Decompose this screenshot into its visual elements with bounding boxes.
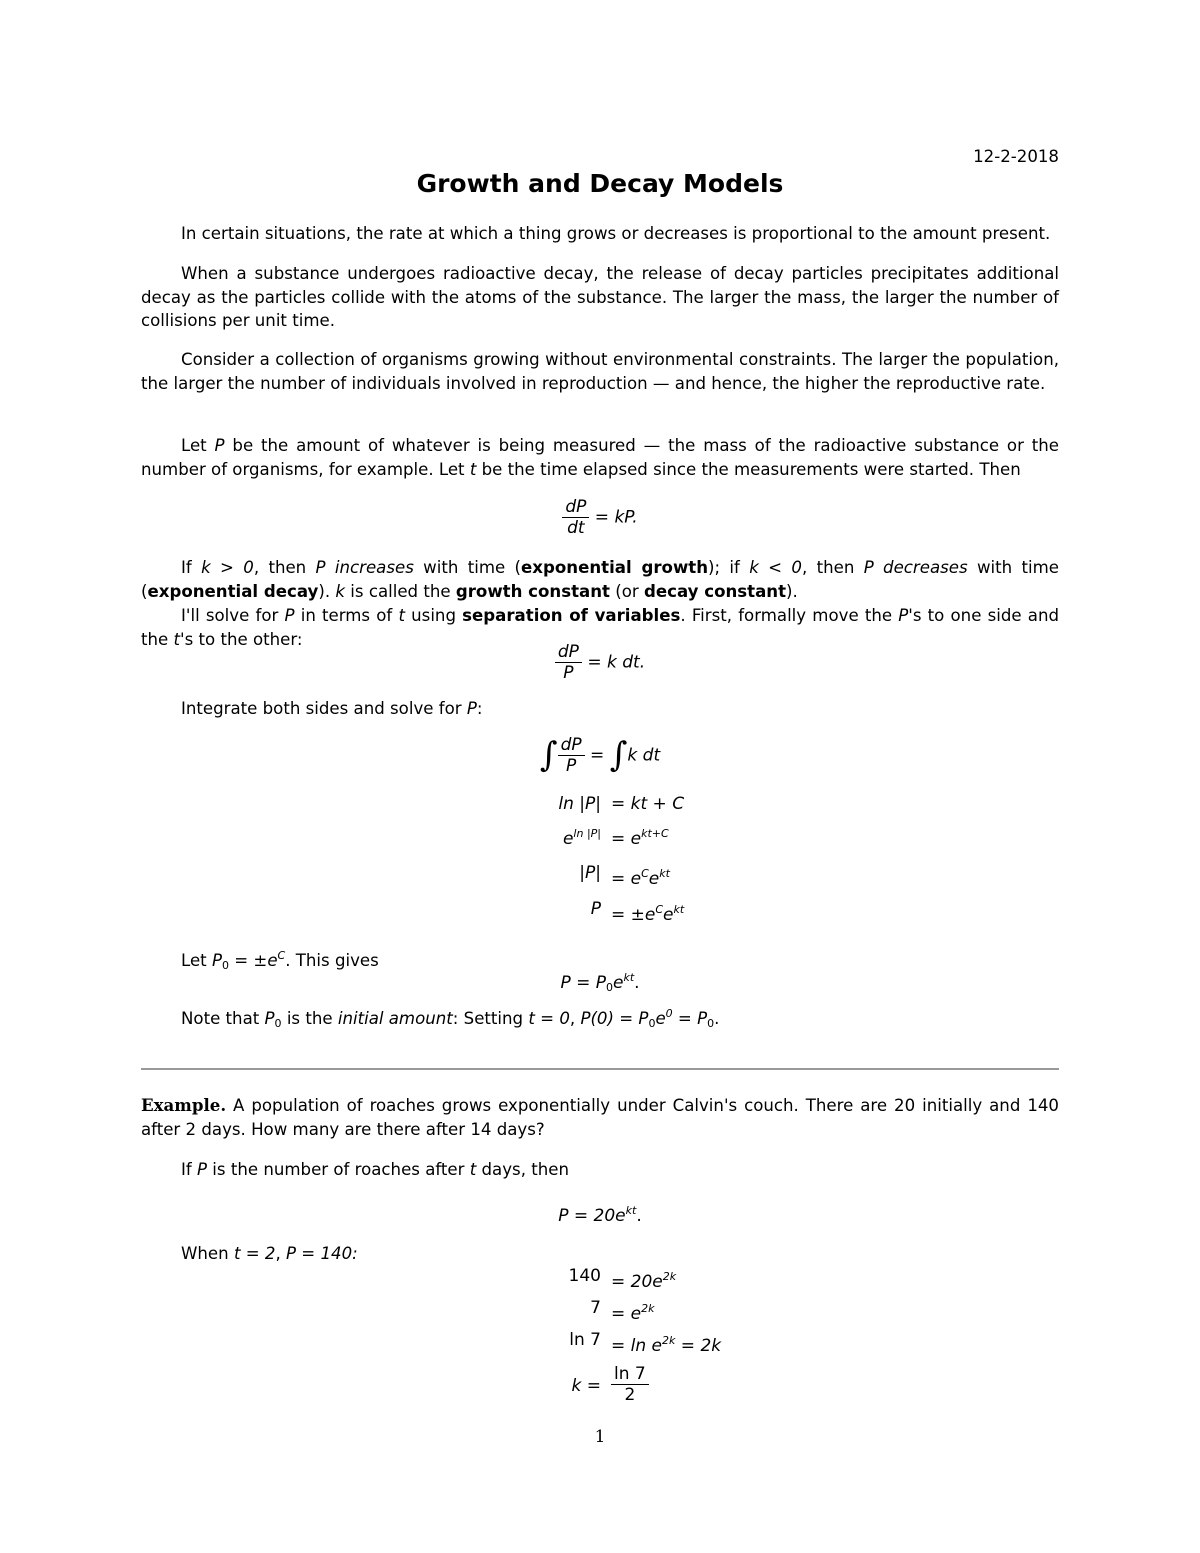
base-e: = ±e xyxy=(611,905,656,925)
var-p: P xyxy=(284,606,295,625)
paragraph-intro xyxy=(141,222,1059,246)
paragraph-radioactive xyxy=(141,262,1059,333)
fraction-numerator: ln 7 xyxy=(611,1364,649,1385)
text-run: ); if xyxy=(708,558,750,577)
paragraph-growth-decay xyxy=(141,556,1059,603)
equation-lhs: P xyxy=(590,899,601,919)
paragraph-text xyxy=(141,556,1059,603)
var-t: t xyxy=(469,459,477,479)
text-run: be the time elapsed since the measurements were started. Then xyxy=(476,459,1021,479)
paragraph-roaches xyxy=(141,1158,1059,1182)
text-run: 's to one side and the xyxy=(141,606,1059,649)
exponent: kt xyxy=(625,1204,637,1217)
equals-sign: = xyxy=(584,745,610,766)
var-p: P xyxy=(315,558,326,577)
text-run: days, then xyxy=(476,1160,569,1179)
integral-sign: ∫ xyxy=(539,734,558,775)
text-run: , xyxy=(275,1244,287,1263)
exponent: 2k xyxy=(662,1334,676,1347)
term-separation-of-variables: separation of variables xyxy=(462,606,681,625)
var-t: t xyxy=(398,606,405,625)
var-p: P xyxy=(863,558,874,577)
equation-ln7 xyxy=(141,1329,1059,1359)
subscript: 0 xyxy=(221,959,229,972)
text-run: with time ( xyxy=(413,558,522,577)
k-positive: k > 0 xyxy=(201,558,254,577)
base-e: e xyxy=(663,905,674,925)
paragraph-when-t2 xyxy=(141,1242,1059,1266)
exponent: ln |P| xyxy=(573,827,601,840)
text-run: be the amount of whatever is being measured — the mass of the radioactive substance or the number of organisms, for example. Let xyxy=(141,436,1059,479)
equation-rhs xyxy=(611,1265,1011,1295)
t-equals-zero: t = 0 xyxy=(528,1009,570,1028)
text-run: is called the xyxy=(345,581,456,601)
section-divider xyxy=(141,1068,1059,1070)
base-e: = e xyxy=(611,869,642,889)
exponent: kt xyxy=(623,971,635,984)
paragraph-text: When a substance undergoes radioactive decay, the release of decay particles precipitates additional decay as the particles collide with the atoms of the substance. The larger the mass, the larger the number of collisions per unit time. xyxy=(141,264,1059,330)
equation-lhs: 140 xyxy=(568,1266,601,1286)
term-growth-constant: growth constant xyxy=(455,581,610,601)
text-run: 's to the other: xyxy=(180,629,303,649)
text-run: , xyxy=(569,1009,581,1028)
example-statement xyxy=(141,1094,1059,1141)
base-e: = e xyxy=(611,1304,642,1324)
fraction-numerator: dP xyxy=(562,497,589,518)
equation-p-p0-ekt xyxy=(141,966,1059,1000)
paragraph-initial-amount xyxy=(141,1002,1059,1036)
text-run: in terms of xyxy=(294,606,399,625)
equation-abs-p xyxy=(141,862,1059,892)
fraction-denominator: P xyxy=(563,663,574,683)
text-run: ). xyxy=(318,581,336,601)
equation-rhs: = kt + C xyxy=(611,794,685,814)
var-t: t xyxy=(469,1160,477,1179)
equation-lhs: ln |P| xyxy=(558,794,601,814)
paragraph-text: In certain situations, the rate at which a thing grows or decreases is proportional to the amount present. xyxy=(181,224,1051,243)
base-e: e xyxy=(648,869,660,889)
rhs-tail: = 2k xyxy=(675,1336,722,1356)
equation-lhs: k = xyxy=(571,1376,601,1396)
fraction xyxy=(555,642,582,683)
var-p: P xyxy=(214,436,225,455)
paragraph-integrate xyxy=(141,697,1059,721)
example-label: Example. xyxy=(141,1095,227,1115)
paragraph-text xyxy=(141,1094,1059,1141)
paragraph-text xyxy=(141,1242,1059,1266)
fraction-denominator: dt xyxy=(567,518,585,538)
fraction-numerator: dP xyxy=(555,642,582,663)
fraction-numerator: dP xyxy=(558,735,585,756)
text-run: If xyxy=(181,1160,198,1179)
p0-result: = P xyxy=(672,1009,708,1028)
subscript: 0 xyxy=(274,1017,282,1030)
fraction xyxy=(611,1364,649,1405)
term-exponential-decay: exponential decay xyxy=(147,581,319,601)
text-run: is the xyxy=(281,1009,338,1028)
integral-sign: ∫ xyxy=(609,734,628,775)
p0-definition: = ±e xyxy=(228,951,278,970)
equation-rhs xyxy=(611,1364,1011,1405)
fraction xyxy=(562,497,589,538)
exponent: kt xyxy=(673,903,685,916)
equation-lhs: P = 20e xyxy=(558,1206,626,1226)
text-run: , then xyxy=(253,558,316,577)
text-run: Let xyxy=(181,951,212,970)
equation-lhs: P = P xyxy=(560,973,606,993)
page-number: 1 xyxy=(594,1427,606,1447)
exponent: 0 xyxy=(665,1007,673,1020)
equation-ln-abs-p xyxy=(141,793,1059,823)
base-e: = e xyxy=(611,829,642,849)
t-equals-two: t = 2 xyxy=(233,1244,276,1263)
equation-p-20ekt xyxy=(141,1199,1059,1229)
equation-rhs xyxy=(611,1329,1011,1359)
paragraph-text xyxy=(141,434,1059,481)
equation-dp-dt xyxy=(141,497,1059,538)
exponent: C xyxy=(277,949,286,962)
text-run: . First, formally move the xyxy=(680,606,899,625)
equation-integral xyxy=(141,735,1059,776)
text-run: , then xyxy=(801,558,864,577)
term-decay-constant: decay constant xyxy=(643,581,787,601)
paragraph-text xyxy=(141,1002,1059,1036)
exponent: kt xyxy=(659,867,670,880)
equation-p-plusminus xyxy=(141,898,1059,928)
var-p0: P xyxy=(264,1009,275,1028)
var-p0: P xyxy=(211,951,222,970)
emphasis-increases: increases xyxy=(334,558,414,577)
var-p: P xyxy=(898,606,909,625)
emphasis-decreases: decreases xyxy=(883,558,968,577)
text-run: . This gives xyxy=(285,951,379,970)
paragraph-text: Integrate both sides and solve for P: xyxy=(181,699,483,718)
var-t: t xyxy=(173,629,181,649)
text-run: When xyxy=(181,1244,234,1263)
fraction xyxy=(558,735,585,776)
page-title: Growth and Decay Models xyxy=(416,169,784,198)
equation-rhs xyxy=(611,822,1011,852)
text-run: A population of roaches grows exponentially under Calvin's couch. There are 20 initially and 140 after 2 days. How many are there after 14 days? xyxy=(141,1096,1059,1139)
text-run: is the number of roaches after xyxy=(207,1160,470,1179)
period: . xyxy=(714,1009,720,1028)
equation-rhs xyxy=(611,862,1011,892)
equation-rhs xyxy=(611,1297,1011,1327)
text-run: I'll solve for xyxy=(181,606,285,625)
text-run: (or xyxy=(609,581,644,601)
period: . xyxy=(636,1206,642,1226)
paragraph-let-p xyxy=(141,434,1059,481)
subscript: 0 xyxy=(606,981,613,994)
var-p: P xyxy=(466,699,477,718)
subscript: 0 xyxy=(648,1017,656,1030)
text-run: : Setting xyxy=(452,1009,529,1028)
equation-rhs xyxy=(611,898,1011,928)
base-e: e xyxy=(613,973,624,993)
text-run: using xyxy=(404,606,463,625)
subscript: 0 xyxy=(707,1017,715,1030)
var-k: k xyxy=(335,581,346,601)
equation-lhs: 7 xyxy=(590,1298,601,1318)
base-e: = ln e xyxy=(611,1336,663,1356)
text-run: ). xyxy=(786,581,798,601)
exponent: 2k xyxy=(662,1270,677,1283)
fraction-denominator: 2 xyxy=(624,1385,636,1405)
paragraph-text: Consider a collection of organisms growing without environmental constraints. The larger the population, the larger the number of individuals involved in reproduction — and hence, the higher the reproductive rate. xyxy=(141,350,1059,393)
var-p: P xyxy=(197,1160,208,1179)
equation-rhs: = kP. xyxy=(589,507,638,528)
p-equals-140: P = 140: xyxy=(286,1244,358,1263)
term-exponential-growth: exponential growth xyxy=(521,558,709,577)
p-of-zero: P(0) = P xyxy=(580,1009,649,1028)
paragraph-text xyxy=(141,1158,1059,1182)
text-run: If xyxy=(181,558,202,577)
k-negative: k < 0 xyxy=(749,558,802,577)
equation-k xyxy=(141,1364,1059,1410)
exponent: kt+C xyxy=(641,827,669,840)
equation-140 xyxy=(141,1265,1059,1295)
text-run: with time ( xyxy=(141,558,1059,601)
period: . xyxy=(634,973,640,993)
text-run: Note that xyxy=(181,1009,265,1028)
exponent: C xyxy=(655,903,664,916)
equation-lhs: |P| xyxy=(579,863,601,883)
base-e: e xyxy=(655,1009,666,1028)
equation-lhs xyxy=(141,822,601,852)
text-run: Integrate both sides and solve for xyxy=(181,699,467,718)
equation-exponentiate xyxy=(141,822,1059,852)
base-e: e xyxy=(562,829,574,849)
exponent: 2k xyxy=(641,1302,655,1315)
equation-rhs: k dt xyxy=(627,745,661,766)
equation-7 xyxy=(141,1297,1059,1327)
fraction-denominator: P xyxy=(565,756,577,776)
text-run: Let xyxy=(181,436,215,455)
emphasis-initial-amount: initial amount xyxy=(337,1009,453,1028)
equation-rhs: = k dt. xyxy=(581,652,646,673)
exponent: C xyxy=(641,867,649,880)
document-date: 12-2-2018 xyxy=(973,147,1059,166)
equation-lhs: ln 7 xyxy=(569,1330,601,1350)
equation-dp-over-p xyxy=(141,642,1059,683)
base-e: = 20e xyxy=(611,1272,663,1292)
paragraph-organisms xyxy=(141,348,1059,395)
